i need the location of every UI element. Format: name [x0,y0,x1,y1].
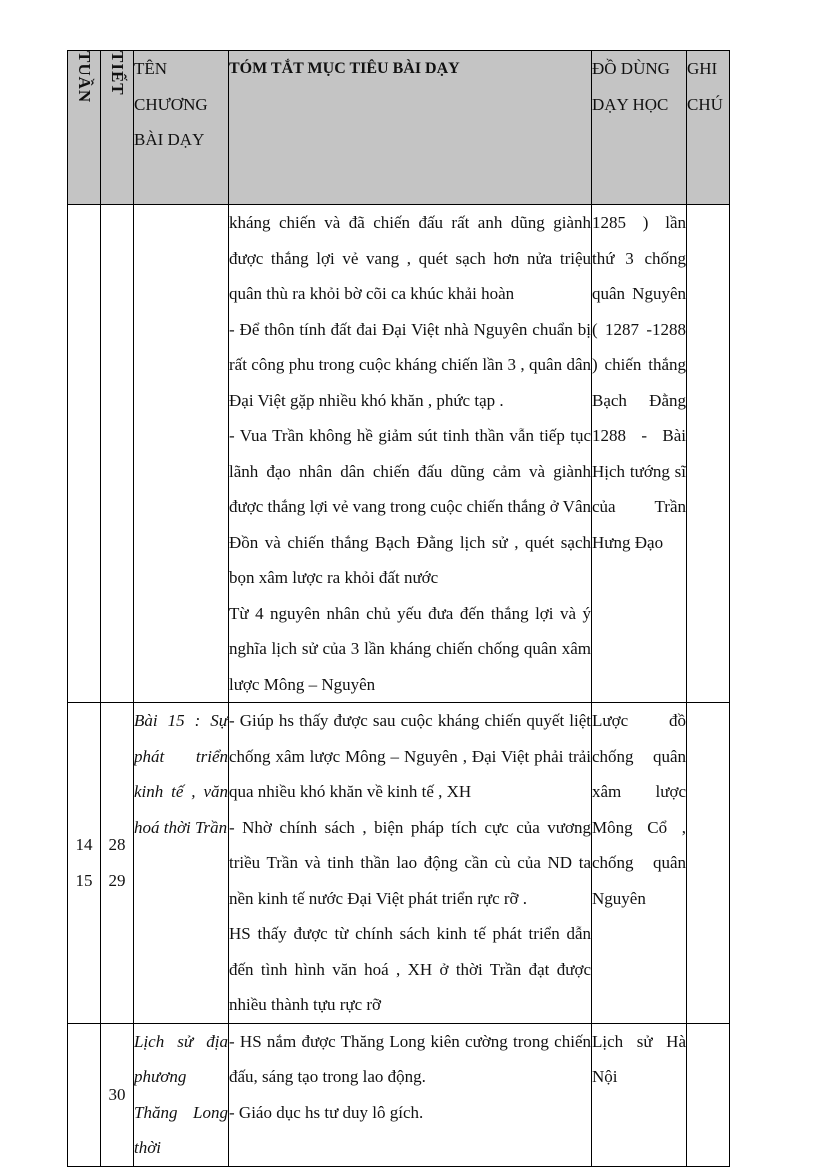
header-materials: ĐỒ DÙNG DẠY HỌC [592,51,687,205]
cell-period: 30 [101,1023,134,1166]
cell-chapter: Lịch sử địa phương Thăng Long thời [134,1023,229,1166]
cell-objectives [229,1023,592,1166]
objective-text: - Nhờ chính sách , biện pháp tích cực của vương triều Trần và tinh thần lao động cần cù của ND ta nền kinh tế nước Đại Việt phát triển rực rỡ . [229,817,591,908]
header-chapter: TÊN CHƯƠNG BÀI DẠY [134,51,229,205]
cell-chapter [134,205,229,703]
cell-period [101,205,134,703]
objective-text: - Giáo dục hs tư duy lô gích. [229,1102,424,1122]
table-row [68,1023,730,1166]
objective-text: kháng chiến và đã chiến đấu rất anh dũng giành được thắng lợi vẻ vang , quét sạch hơn nửa triệu quân thù ra khỏi bờ cõi ca khúc khải hoàn [229,213,591,303]
table-row [68,205,730,703]
cell-materials: Lịch sử Hà Nội [592,1023,687,1166]
objective-text: Từ 4 nguyên nhân chủ yếu đưa đến thắng lợi và ý nghĩa lịch sử của 3 lần kháng chiến chống quân xâm lược Mông – Nguyên [229,603,591,694]
cell-notes [687,1023,730,1166]
header-period [101,51,134,205]
cell-materials: 1285 ) lần thứ 3 chống quân Nguyên ( 1287 -1288 ) chiến thắng Bạch Đằng 1288 - Bài Hịch tướng sĩ của Trần Hưng Đạo [592,205,687,703]
lesson-plan-table [67,50,730,1167]
cell-notes [687,703,730,1024]
objective-text: - Giúp hs thấy được sau cuộc kháng chiến quyết liệt chống xâm lược Mông – Nguyên , Đại Việt phải trải qua nhiều khó khăn về kinh tế , XH [229,711,591,801]
cell-objectives [229,205,592,703]
header-row [68,51,730,205]
header-week [68,51,101,205]
objective-text: HS thấy được từ chính sách kinh tế phát triển dẫn đến tình hình văn hoá , XH ở thời Trần đạt được nhiều thành tựu rực rỡ [229,924,591,1014]
cell-period: 28 29 [101,703,134,1024]
cell-notes [687,205,730,703]
cell-week [68,205,101,703]
objective-text: - Để thôn tính đất đai Đại Việt nhà Nguyên chuẩn bị rất công phu trong cuộc kháng chiến lần 3 , quân dân Đại Việt gặp nhiều khó khăn , phức tạp . [229,319,591,410]
cell-week [68,1023,101,1166]
objective-text: - HS nắm được Thăng Long kiên cường trong chiến đấu, sáng tạo trong lao động. [229,1031,591,1086]
cell-week: 14 15 [68,703,101,1024]
header-week-label: TUẦN [75,51,94,104]
objective-text: - Vua Trần không hề giảm sút tinh thần vẫn tiếp tục lãnh đạo nhân dân chiến đấu dũng cảm và giành được thắng lợi vẻ vang trong cuộc chiến thắng ở Vân Đồn và chiến thắng Bạch Đằng lịch sử , quét sạch bọn xâm lược ra khỏi đất nước [229,426,591,587]
cell-materials: Lược đồ chống quân xâm lược Mông Cổ , chống quân Nguyên [592,703,687,1024]
header-objectives: TÓM TẮT MỤC TIÊU BÀI DẠY [229,51,592,205]
cell-objectives [229,703,592,1024]
cell-chapter: Bài 15 : Sự phát triển kinh tế , văn hoá thời Trần [134,703,229,1024]
table-row [68,703,730,1024]
header-notes: GHI CHÚ [687,51,730,205]
header-period-label: TIẾT [108,51,127,96]
